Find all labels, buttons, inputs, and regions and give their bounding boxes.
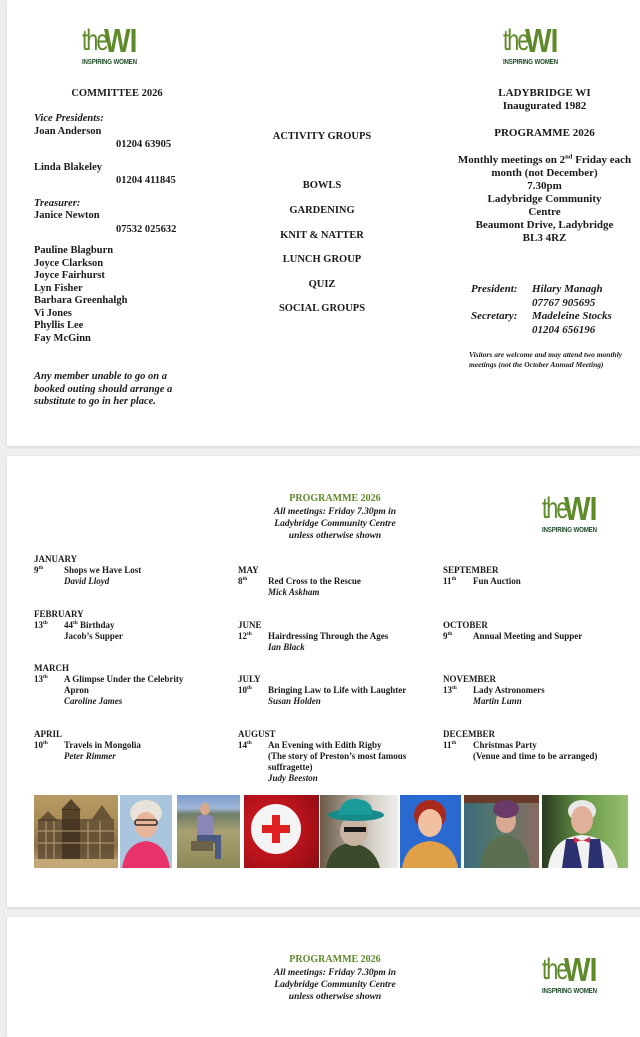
photo-red-cross-badge (244, 795, 319, 868)
photo-historic-building (34, 795, 118, 868)
logo-the: the (542, 953, 567, 986)
activity-group: SOCIAL GROUPS (278, 303, 366, 314)
activity-group: QUIZ (308, 279, 336, 290)
brochure-page-1 (7, 0, 640, 446)
event-subtitle: (The story of Preston’s most famous suffragette) (268, 751, 407, 772)
committee-member: Joyce Clarkson (34, 257, 104, 269)
meeting-time: 7.30pm (527, 180, 562, 192)
logo-tagline: INSPIRING WOMEN (542, 988, 597, 995)
event-speaker: David Lloyd (64, 576, 110, 586)
president-phone: 07767 905695 (532, 296, 596, 309)
logo-the: the (542, 492, 567, 525)
committee-member: Lyn Fisher (34, 282, 83, 294)
wi-logo (503, 22, 563, 72)
meetings-text: Monthly meetings on 2 (457, 154, 566, 166)
month-name: JUNE (238, 620, 262, 630)
committee-members (34, 245, 214, 345)
postcode: BL3 4RZ (522, 232, 567, 244)
month-january (34, 554, 234, 587)
event-title: Bringing Law to Life with Laughter (268, 685, 407, 695)
event-title: 44th Birthday (64, 620, 115, 630)
photo-woman-purple-hat (464, 795, 539, 868)
month-name: AUGUST (238, 729, 276, 739)
event-day: 10th (238, 685, 252, 695)
logo-tagline: INSPIRING WOMEN (542, 527, 597, 534)
event-title: Lady Astronomers (473, 685, 545, 695)
secretary-label: Secretary: (471, 310, 518, 322)
event-title: Shops we Have Lost (64, 565, 142, 575)
event-subtitle: Jacob’s Supper (64, 631, 123, 641)
committee-member: Joyce Fairhurst (34, 270, 105, 281)
committee-name: Janice Newton (34, 210, 100, 221)
vice-presidents-label: Vice Presidents: (34, 113, 104, 124)
event-subtitle: (Venue and time to be arranged) (473, 751, 598, 761)
building-image (34, 795, 118, 868)
programme-subheading (250, 506, 420, 542)
event-speaker: Peter Rimmer (64, 751, 116, 761)
committee-heading: COMMITTEE 2026 (71, 88, 163, 99)
treasurer-label: Treasurer: (34, 197, 81, 209)
outing-note: Any member unable to go on a booked outing should arrange a substitute to go in her place. (34, 371, 173, 407)
person-hat-image (320, 795, 398, 868)
activity-group: GARDENING (289, 205, 355, 216)
month-december (443, 729, 633, 762)
event-speaker: Caroline James (64, 696, 123, 706)
activity-group: KNIT & NATTER (280, 230, 364, 241)
month-july (238, 674, 438, 707)
subheading-line: Ladybridge Community Centre (274, 519, 396, 529)
programme-heading: PROGRAMME 2026 (289, 954, 381, 965)
activity-heading: ACTIVITY GROUPS (272, 131, 372, 142)
committee-member: Fay McGinn (34, 332, 91, 344)
meeting-schedule (457, 154, 632, 180)
portrait-image (542, 795, 628, 868)
president-label: President: (471, 283, 518, 295)
man-image (177, 795, 240, 868)
venue: Ladybridge Community Centre (487, 193, 602, 218)
event-day: 9th (443, 631, 453, 641)
event-day: 11th (443, 576, 457, 586)
event-speaker: Ian Black (268, 642, 305, 652)
event-title: Fun Auction (473, 576, 521, 586)
wi-logo (542, 490, 602, 540)
month-name: OCTOBER (443, 620, 488, 630)
month-name: JANUARY (34, 554, 78, 564)
red-cross-icon (244, 795, 319, 868)
event-day: 8th (238, 576, 248, 586)
visitors-note: Visitors are welcome and may attend two monthly meetings (not the October Annual Meeting) (469, 350, 623, 369)
event-title: Red Cross to the Rescue (268, 576, 361, 586)
month-march (34, 663, 234, 707)
event-speaker: Judy Beeston (268, 773, 318, 783)
committee-member: Barbara Greenhalgh (34, 295, 128, 306)
committee-member: Phyllis Lee (34, 320, 84, 331)
event-speaker: Mick Askham (268, 587, 320, 597)
photo-woman-red-hair (400, 795, 461, 868)
event-title: A Glimpse Under the Celebrity Apron (64, 674, 184, 695)
event-title: Travels in Mongolia (64, 740, 141, 750)
photo-woman-pink (120, 795, 172, 868)
secretary-phone: 01204 656196 (532, 323, 596, 336)
event-day: 13th (34, 674, 48, 684)
org-name: LADYBRIDGE WI (498, 87, 591, 99)
photo-man-mountains (177, 795, 240, 868)
subheading-line: unless otherwise shown (288, 992, 382, 1002)
month-october (443, 620, 640, 642)
month-name: JULY (238, 674, 261, 684)
month-name: FEBRUARY (34, 609, 84, 619)
officers (471, 283, 640, 337)
address: Beaumont Drive, Ladybridge (475, 219, 614, 231)
committee-member: Vi Jones (34, 307, 72, 319)
event-day: 10th (34, 740, 48, 750)
subheading-line: All meetings: Friday 7.30pm in (273, 507, 397, 517)
logo-tagline: INSPIRING WOMEN (503, 59, 558, 66)
portrait-image (464, 795, 539, 868)
activity-group: BOWLS (302, 180, 342, 191)
month-name: APRIL (34, 729, 63, 739)
logo-the: the (82, 24, 107, 57)
committee-list (34, 113, 214, 345)
event-day: 13th (443, 685, 457, 695)
subheading-line: unless otherwise shown (288, 531, 382, 541)
committee-phone: 01204 411845 (116, 175, 176, 186)
wi-logo (542, 951, 602, 1001)
meetings-sup: nd (565, 153, 573, 161)
event-speaker: Susan Holden (268, 696, 321, 706)
wi-logo (82, 22, 142, 72)
event-day: 9th (34, 565, 44, 575)
month-name: SEPTEMBER (443, 565, 499, 575)
event-day: 12th (238, 631, 252, 641)
portrait-image (120, 795, 172, 868)
month-august (238, 729, 438, 784)
month-may (238, 565, 438, 598)
month-september (443, 565, 640, 587)
month-april (34, 729, 234, 762)
committee-member: Pauline Blagburn (34, 245, 114, 256)
event-day: 13th (34, 620, 48, 630)
programme-subheading (250, 967, 420, 1003)
event-speaker: Martin Lunn (473, 696, 522, 706)
inaugurated: Inaugurated 1982 (502, 100, 587, 112)
secretary-name: Madeleine Stocks (532, 310, 612, 322)
month-name: MARCH (34, 663, 69, 673)
logo-wi: WI (525, 22, 558, 59)
photo-person-teal-hat (320, 795, 398, 868)
month-june (238, 620, 438, 653)
event-title: Christmas Party (473, 740, 537, 750)
logo-the: the (503, 24, 528, 57)
month-name: MAY (238, 565, 259, 575)
photo-man-bow-tie (542, 795, 628, 868)
committee-name: Joan Anderson (34, 125, 102, 137)
event-title: Annual Meeting and Supper (473, 631, 583, 641)
month-february (34, 609, 234, 642)
subheading-line: All meetings: Friday 7.30pm in (273, 968, 397, 978)
programme-heading: PROGRAMME 2026 (289, 493, 381, 504)
month-november (443, 674, 640, 707)
meetings-text-2: Friday each month (not December) (491, 154, 632, 179)
committee-phone: 01204 63905 (116, 139, 172, 150)
portrait-image (400, 795, 461, 868)
event-title: An Evening with Edith Rigby (268, 740, 382, 750)
committee-name: Linda Blakeley (34, 161, 102, 173)
activity-group: LUNCH GROUP (282, 254, 362, 265)
event-day: 14th (238, 740, 252, 750)
logo-wi: WI (104, 22, 137, 59)
month-name: DECEMBER (443, 729, 496, 739)
logo-tagline: INSPIRING WOMEN (82, 59, 137, 66)
committee-phone: 07532 025632 (116, 223, 177, 235)
event-day: 11th (443, 740, 457, 750)
logo-wi: WI (564, 490, 597, 527)
event-title: Hairdressing Through the Ages (268, 631, 389, 641)
info-block (457, 87, 632, 245)
logo-wi: WI (564, 951, 597, 988)
president-name: Hilary Managh (532, 283, 603, 295)
month-name: NOVEMBER (443, 674, 497, 684)
programme-title: PROGRAMME 2026 (494, 127, 595, 139)
subheading-line: Ladybridge Community Centre (274, 980, 396, 990)
